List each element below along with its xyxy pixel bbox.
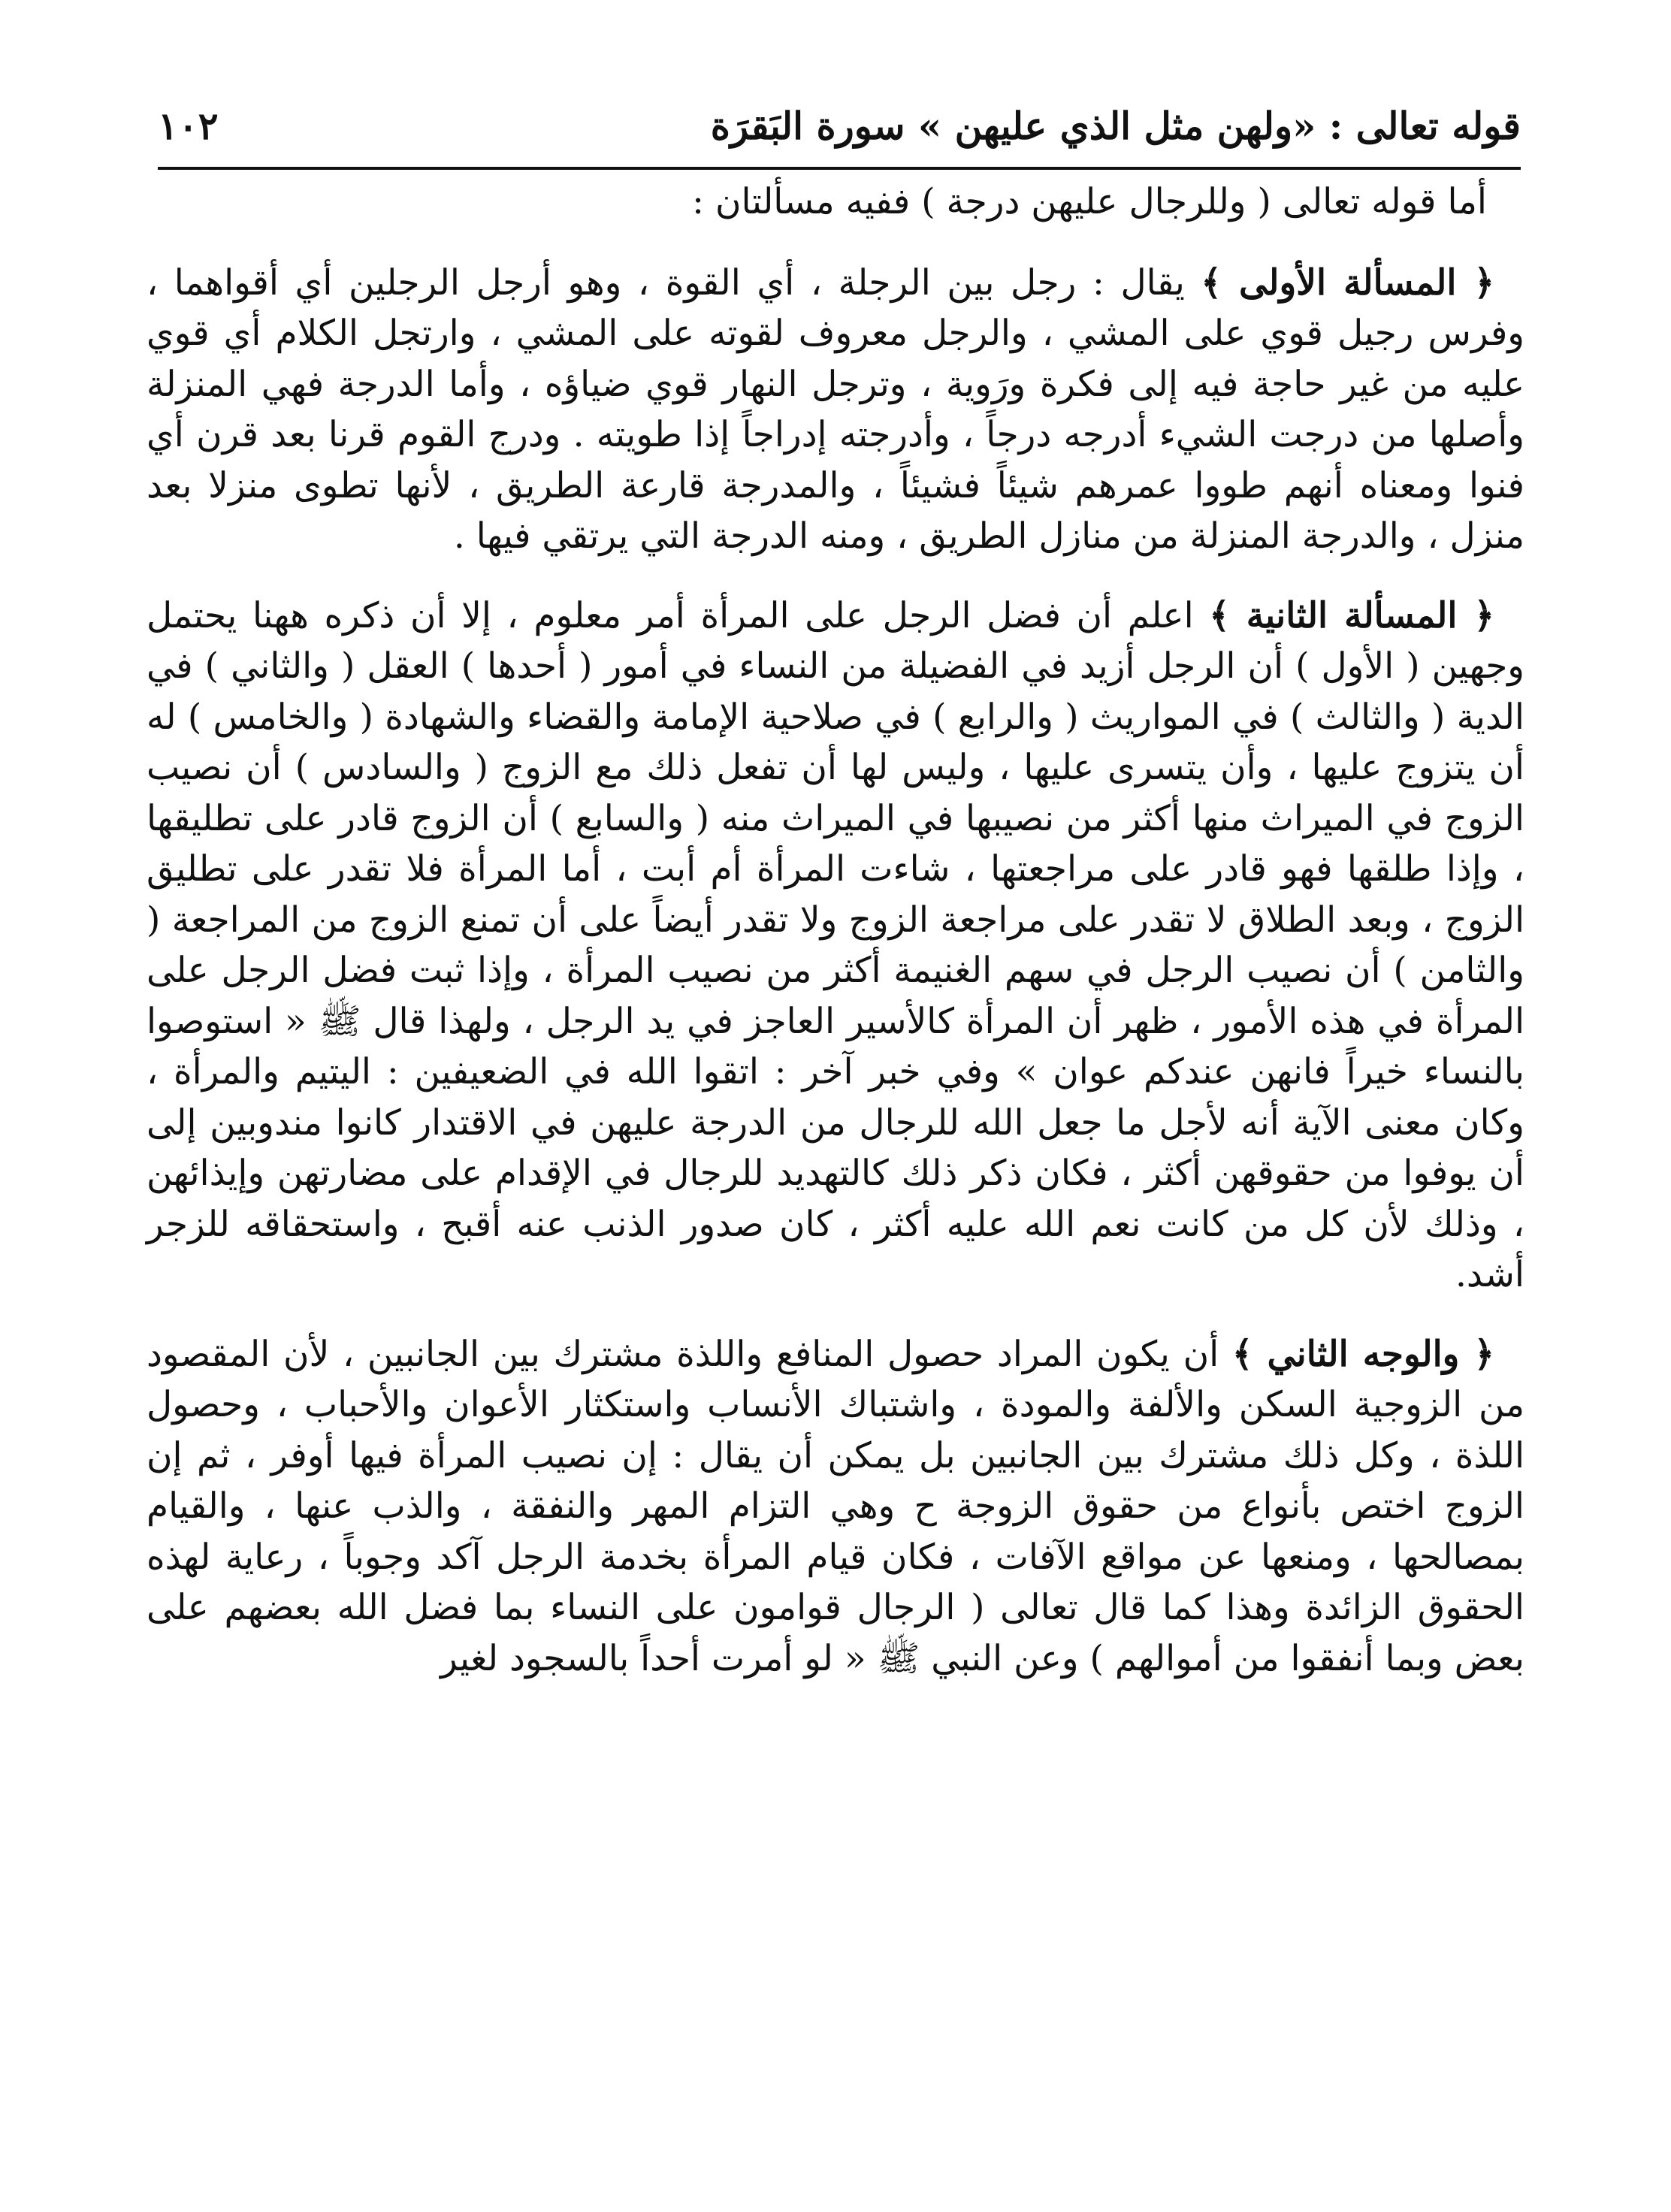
page-number: ١٠٢ xyxy=(158,104,219,148)
paragraph-heading: ﴿ والوجه الثاني ﴾ xyxy=(1231,1333,1494,1375)
paragraph-second-issue xyxy=(147,591,1524,1301)
paragraph-first-issue xyxy=(147,258,1524,562)
paragraph-heading: ﴿ المسألة الثانية ﴾ xyxy=(1209,594,1494,636)
paragraph-second-aspect xyxy=(147,1329,1524,1685)
header-title: قوله تعالى : «ولهن مثل الذي عليهن » سورة البَقرَة xyxy=(710,104,1521,148)
page-body xyxy=(147,177,1524,1712)
paragraph-heading: ﴿ المسألة الأولى ﴾ xyxy=(1201,261,1494,304)
paragraph-text: يقال : رجل بين الرجلة ، أي القوة ، وهو أرجل الرجلين أي أقواهما ، وفرس رجيل قوي على المشي ، والرجل معروف لقوته على المشي ، وارتجل الكلام أي قوي عليه من غير حاجة فيه إلى فكرة ورَوية ، وترجل النهار قوي ضياؤه ، وأما الدرجة فهي المنزلة وأصلها من درجت الشيء أدرجه درجاً ، وأدرجته إدراجاً إذا طويته . ودرج القوم قرنا بعد قرن أي فنوا ومعناه أنهم طووا عمرهم شيئاً فشيئاً ، والمدرجة قارعة الطريق ، لأنها تطوى منزلا بعد منزل ، والدرجة المنزلة من منازل الطريق ، ومنه الدرجة التي يرتقي فيها . xyxy=(147,261,1524,557)
paragraph-text: اعلم أن فضل الرجل على المرأة أمر معلوم ، إلا أن ذكره ههنا يحتمل وجهين ( الأول ) أن الرجل أزيد في الفضيلة من النساء في أمور ( أحدها ) العقل ( والثاني ) في الدية ( والثالث ) في المواريث ( والرابع ) في صلاحية الإمامة والقضاء والشهادة ( والخامس ) له أن يتزوج عليها ، وأن يتسرى عليها ، وليس لها أن تفعل ذلك مع الزوج ( والسادس ) أن نصيب الزوج في الميراث منها أكثر من نصيبها في الميراث منه ( والسابع ) أن الزوج قادر على تطليقها ، وإذا طلقها فهو قادر على مراجعتها ، شاءت المرأة أم أبت ، أما المرأة فلا تقدر على تطليق الزوج ، وبعد الطلاق لا تقدر على مراجعة الزوج ولا تقدر أيضاً على أن تمنع الزوج من المراجعة ( والثامن ) أن نصيب الرجل في سهم الغنيمة أكثر من نصيب المرأة ، وإذا ثبت فضل الرجل على المرأة في هذه الأمور ، ظهر أن المرأة كالأسير العاجز في يد الرجل ، ولهذا قال ﷺ « استوصوا بالنساء خيراً فانهن عندكم عوان » وفي خبر آخر : اتقوا الله في الضعيفين : اليتيم والمرأة ، وكان معنى الآية أنه لأجل ما جعل الله للرجال من الدرجة عليهن في الاقتدار كانوا مندوبين إلى أن يوفوا من حقوقهن أكثر ، فكان ذكر ذلك كالتهديد للرجال في الإقدام على مضارتهن وإيذائهن ، وذلك لأن كل من كانت نعم الله عليه أكثر ، كان صدور الذنب عنه أقبح ، واستحقاقه للزجر أشد. xyxy=(147,594,1524,1295)
header-divider xyxy=(158,167,1521,170)
paragraph-text: أن يكون المراد حصول المنافع واللذة مشترك بين الجانبين ، لأن المقصود من الزوجية السكن والألفة والمودة ، واشتباك الأنساب واستكثار الأعوان والأحباب ، وحصول اللذة ، وكل ذلك مشترك بين الجانبين بل يمكن أن يقال : إن نصيب المرأة فيها أوفر ، ثم إن الزوج اختص بأنواع من حقوق الزوجة ح وهي التزام المهر والنفقة ، والذب عنها ، والقيام بمصالحها ، ومنعها عن مواقع الآفات ، فكان قيام المرأة بخدمة الرجل آكد وجوباً ، رعاية لهذه الحقوق الزائدة وهذا كما قال تعالى ( الرجال قوامون على النساء بما فضل الله بعضهم على بعض وبما أنفقوا من أموالهم ) وعن النبي ﷺ « لو أمرت أحداً بالسجود لغير xyxy=(147,1333,1524,1679)
running-header xyxy=(158,90,1521,165)
intro-line: أما قوله تعالى ( وللرجال عليهن درجة ) ففيه مسألتان : xyxy=(692,181,1487,222)
